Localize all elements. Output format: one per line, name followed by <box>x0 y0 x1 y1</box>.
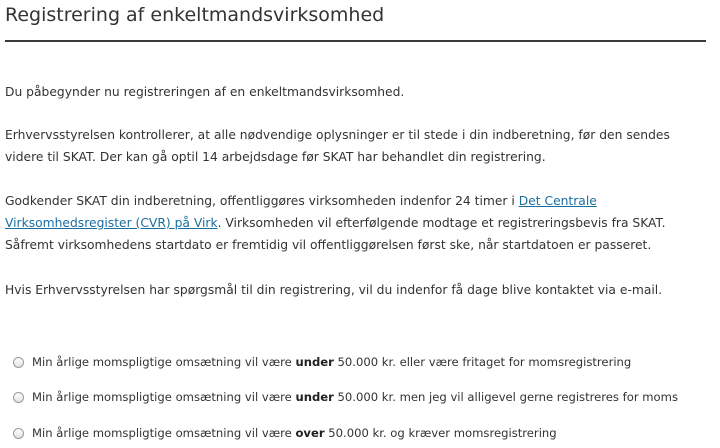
title-divider <box>5 40 706 42</box>
control-paragraph <box>5 124 705 168</box>
vat-option-label: Min årlige momspligtige omsætning vil være under 50.000 kr. eller være fritaget for momsregistrering <box>32 355 632 369</box>
radio-button[interactable] <box>13 357 24 368</box>
vat-option-label: Min årlige momspligtige omsætning vil være over 50.000 kr. og kræver momsregistrering <box>32 426 557 440</box>
radio-button[interactable] <box>13 392 24 403</box>
vat-option-label: Min årlige momspligtige omsætning vil være under 50.000 kr. men jeg vil alligevel gerne registreres for moms <box>32 390 678 404</box>
vat-option-under-exempt[interactable] <box>13 352 631 372</box>
intro-paragraph: Du påbegynder nu registreringen af en enkeltmandsvirksomhed. <box>5 85 405 99</box>
control-paragraph-line1: Erhvervsstyrelsen kontrollerer, at alle nødvendige oplysninger er til stede i din indberetning, før den sendes <box>5 128 670 142</box>
publication-paragraph <box>5 190 705 256</box>
publication-text-end: Såfremt virksomhedens startdato er fremtidig vil offentliggørelsen først ske, når startdatoen er passeret. <box>5 238 652 252</box>
page-title: Registrering af enkeltmandsvirksomhed <box>5 4 385 26</box>
vat-option-under-voluntary[interactable] <box>13 387 678 407</box>
vat-option-over-required[interactable] <box>13 423 557 443</box>
contact-paragraph: Hvis Erhvervsstyrelsen har spørgsmål til din registrering, vil du indenfor få dage blive kontaktet via e-mail. <box>5 283 663 297</box>
control-paragraph-line2: videre til SKAT. Der kan gå optil 14 arbejdsdage før SKAT har behandlet din registrering. <box>5 150 546 164</box>
cvr-link-part1[interactable]: Det Centrale <box>518 194 597 208</box>
publication-text-start: Godkender SKAT din indberetning, offentliggøres virksomheden indenfor 24 timer i <box>5 194 519 208</box>
publication-text-middle: . Virksomheden vil efterfølgende modtage et registreringsbevis fra SKAT. <box>217 216 666 230</box>
radio-button[interactable] <box>13 428 24 439</box>
cvr-link-part2[interactable]: Virksomhedsregister (CVR) på Virk <box>5 216 218 230</box>
